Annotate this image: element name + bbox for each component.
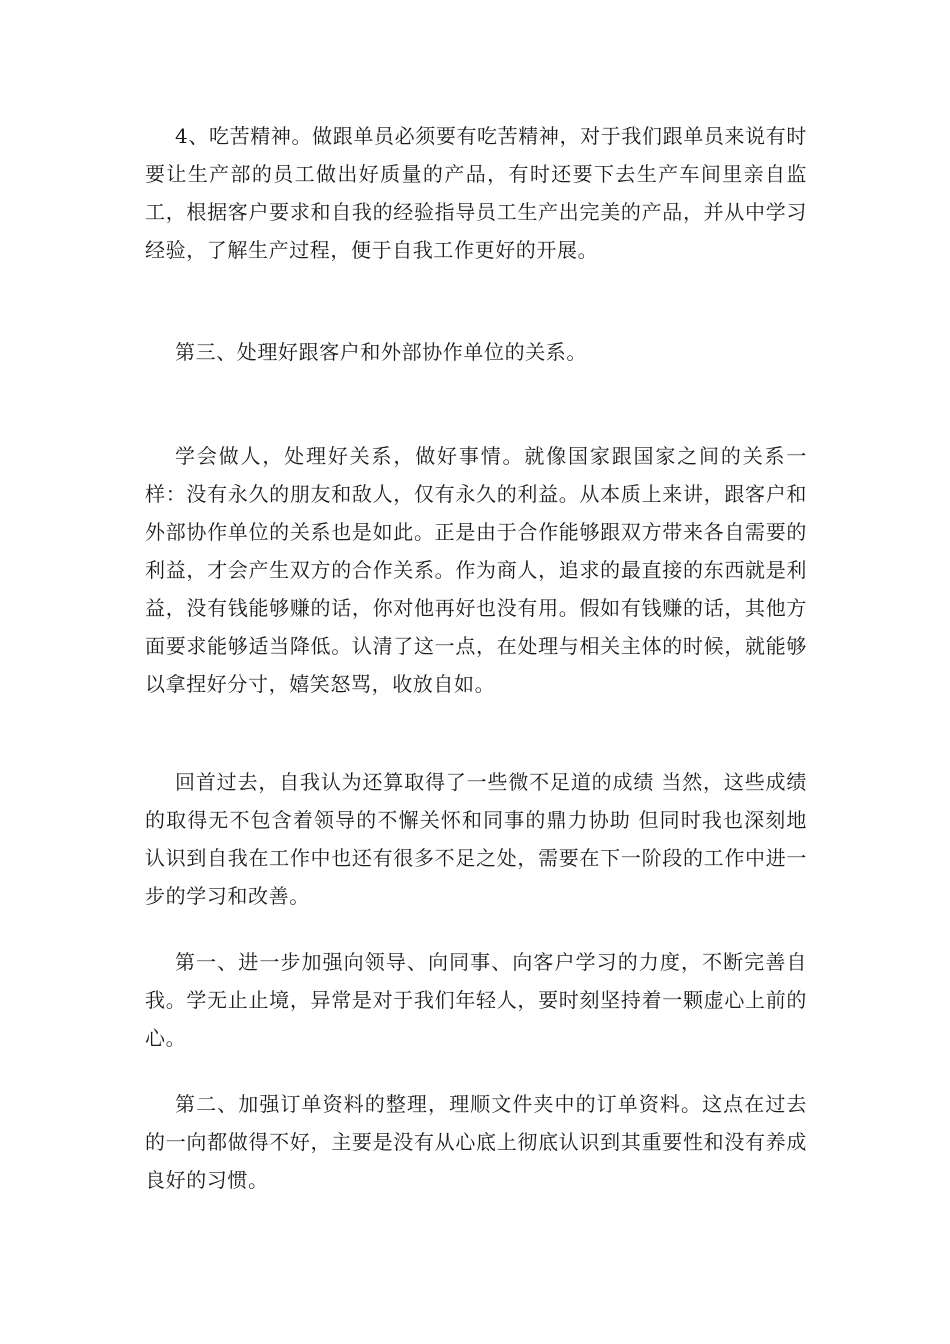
paragraph-improvement-second: 第二、加强订单资料的整理，理顺文件夹中的订单资料。这点在过去的一向都做得不好，主要是没有从心底上彻底认识到其重要性和没有养成良好的习惯。 [145,1092,807,1192]
paragraph-relationships: 学会做人，处理好关系，做好事情。就像国家跟国家之间的关系一样：没有永久的朋友和敌人，仅有永久的利益。从本质上来讲，跟客户和外部协作单位的关系也是如此。正是由于合作能够跟双方带来各自需要的利益，才会产生双方的合作关系。作为商人，追求的最直接的东西就是利益，没有钱能够赚的话，你对他再好也没有用。假如有钱赚的话，其他方面要求能够适当降低。认清了这一点，在处理与相关主体的时候，就能够以拿捏好分寸，嬉笑怒骂，收放自如。 [145,444,807,696]
section-heading-third: 第三、处理好跟客户和外部协作单位的关系。 [175,340,587,364]
paragraph-hardworking-spirit: 4、吃苦精神。做跟单员必须要有吃苦精神，对于我们跟单员来说有时要让生产部的员工做出好质量的产品，有时还要下去生产车间里亲自监工，根据客户要求和自我的经验指导员工生产出完美的产品，并从中学习经验，了解生产过程，便于自我工作更好的开展。 [145,124,807,262]
paragraph-improvement-first: 第一、进一步加强向领导、向同事、向客户学习的力度，不断完善自我。学无止止境，异常是对于我们年轻人，要时刻坚持着一颗虚心上前的心。 [145,950,807,1050]
paragraph-review: 回首过去，自我认为还算取得了一些微不足道的成绩 当然，这些成绩的取得无不包含着领导的不懈关怀和同事的鼎力协助 但同时我也深刻地认识到自我在工作中也还有很多不足之处，需要在下一阶段的工作中进一步的学习和改善。 [145,770,807,908]
